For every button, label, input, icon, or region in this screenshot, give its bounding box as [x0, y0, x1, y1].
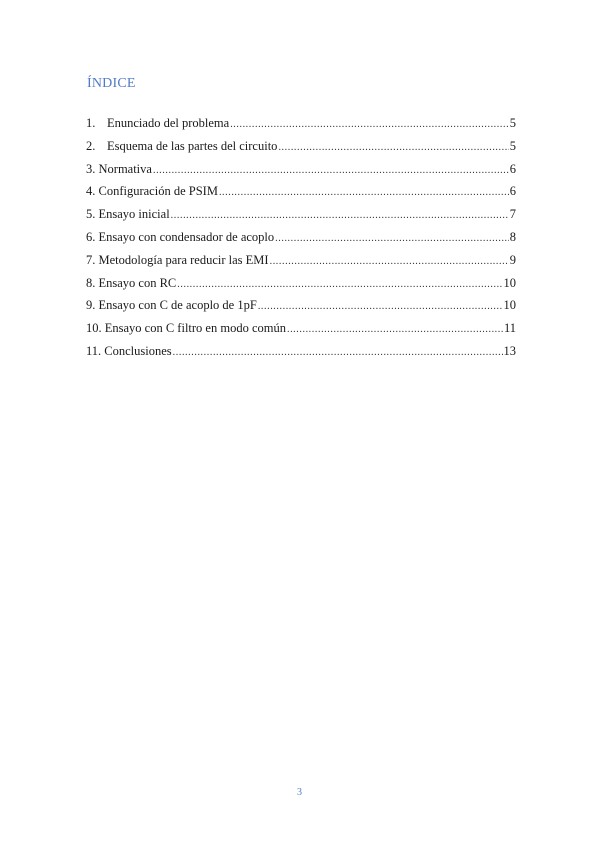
dot-leader	[153, 165, 509, 176]
toc-entry-label: Configuración de PSIM	[98, 184, 218, 199]
dot-leader	[171, 210, 509, 221]
toc-entry-label: Enunciado del problema	[107, 116, 230, 130]
dot-leader	[177, 279, 502, 290]
toc-entry-number: 2.	[86, 138, 96, 153]
toc-entry-number: 8.	[86, 275, 96, 290]
toc-entry-9[interactable]	[86, 298, 516, 321]
toc-entry-3[interactable]	[86, 162, 516, 185]
dot-leader	[230, 119, 509, 130]
dot-leader	[258, 301, 503, 312]
toc-entry-page: 9	[509, 252, 516, 267]
dot-leader	[173, 347, 503, 358]
toc-entry-label: Ensayo inicial	[98, 207, 170, 222]
toc-entry-8[interactable]	[86, 276, 516, 299]
toc-entry-page: 5	[509, 116, 516, 130]
toc-entry-label: Esquema de las partes del circuito	[107, 138, 278, 153]
toc-entry-5[interactable]	[86, 207, 516, 230]
toc-entry-number: 10.	[86, 321, 102, 336]
toc-entry-label: Metodología para reducir las EMI	[98, 252, 269, 267]
toc-entry-page: 10	[503, 298, 516, 313]
toc-entry-number: 1.	[86, 116, 96, 130]
toc-entry-number: 11.	[86, 343, 102, 358]
toc-entry-page: 8	[509, 229, 516, 244]
toc-entry-page: 6	[509, 184, 516, 199]
toc-entry-6[interactable]	[86, 230, 516, 253]
toc-entry-number: 5.	[86, 207, 96, 222]
toc-entry-label: Normativa	[98, 161, 152, 176]
toc-entry-label: Ensayo con RC	[98, 275, 177, 290]
toc-entry-number: 6.	[86, 229, 96, 244]
toc-entry-1[interactable]	[86, 116, 516, 139]
toc-entry-page: 7	[509, 207, 516, 222]
toc-entry-2[interactable]	[86, 139, 516, 162]
toc-entry-page: 10	[503, 275, 516, 290]
dot-leader	[219, 187, 509, 198]
toc-entry-label: Conclusiones	[104, 343, 172, 358]
toc-entry-4[interactable]	[86, 184, 516, 207]
toc-entry-7[interactable]	[86, 253, 516, 276]
page-number: 3	[297, 787, 302, 798]
toc-entry-number: 9.	[86, 298, 96, 313]
toc-entry-number: 4.	[86, 184, 96, 199]
toc-entry-label: Ensayo con condensador de acoplo	[98, 229, 275, 244]
toc-entry-page: 5	[509, 138, 516, 153]
table-of-contents	[86, 116, 516, 367]
toc-entry-label: Ensayo con C de acoplo de 1pF	[98, 298, 257, 313]
toc-entry-page: 13	[503, 343, 516, 358]
toc-entry-number: 7.	[86, 252, 96, 267]
toc-entry-number: 3.	[86, 161, 96, 176]
dot-leader	[275, 233, 509, 244]
dot-leader	[278, 142, 508, 153]
toc-entry-10[interactable]	[86, 321, 516, 344]
toc-entry-11[interactable]	[86, 344, 516, 367]
dot-leader	[270, 256, 509, 267]
toc-entry-page: 6	[509, 161, 516, 176]
toc-entry-page: 11	[503, 321, 516, 336]
toc-heading: ÍNDICE	[87, 76, 136, 91]
toc-entry-label: Ensayo con C filtro en modo común	[104, 321, 286, 336]
dot-leader	[287, 324, 503, 335]
